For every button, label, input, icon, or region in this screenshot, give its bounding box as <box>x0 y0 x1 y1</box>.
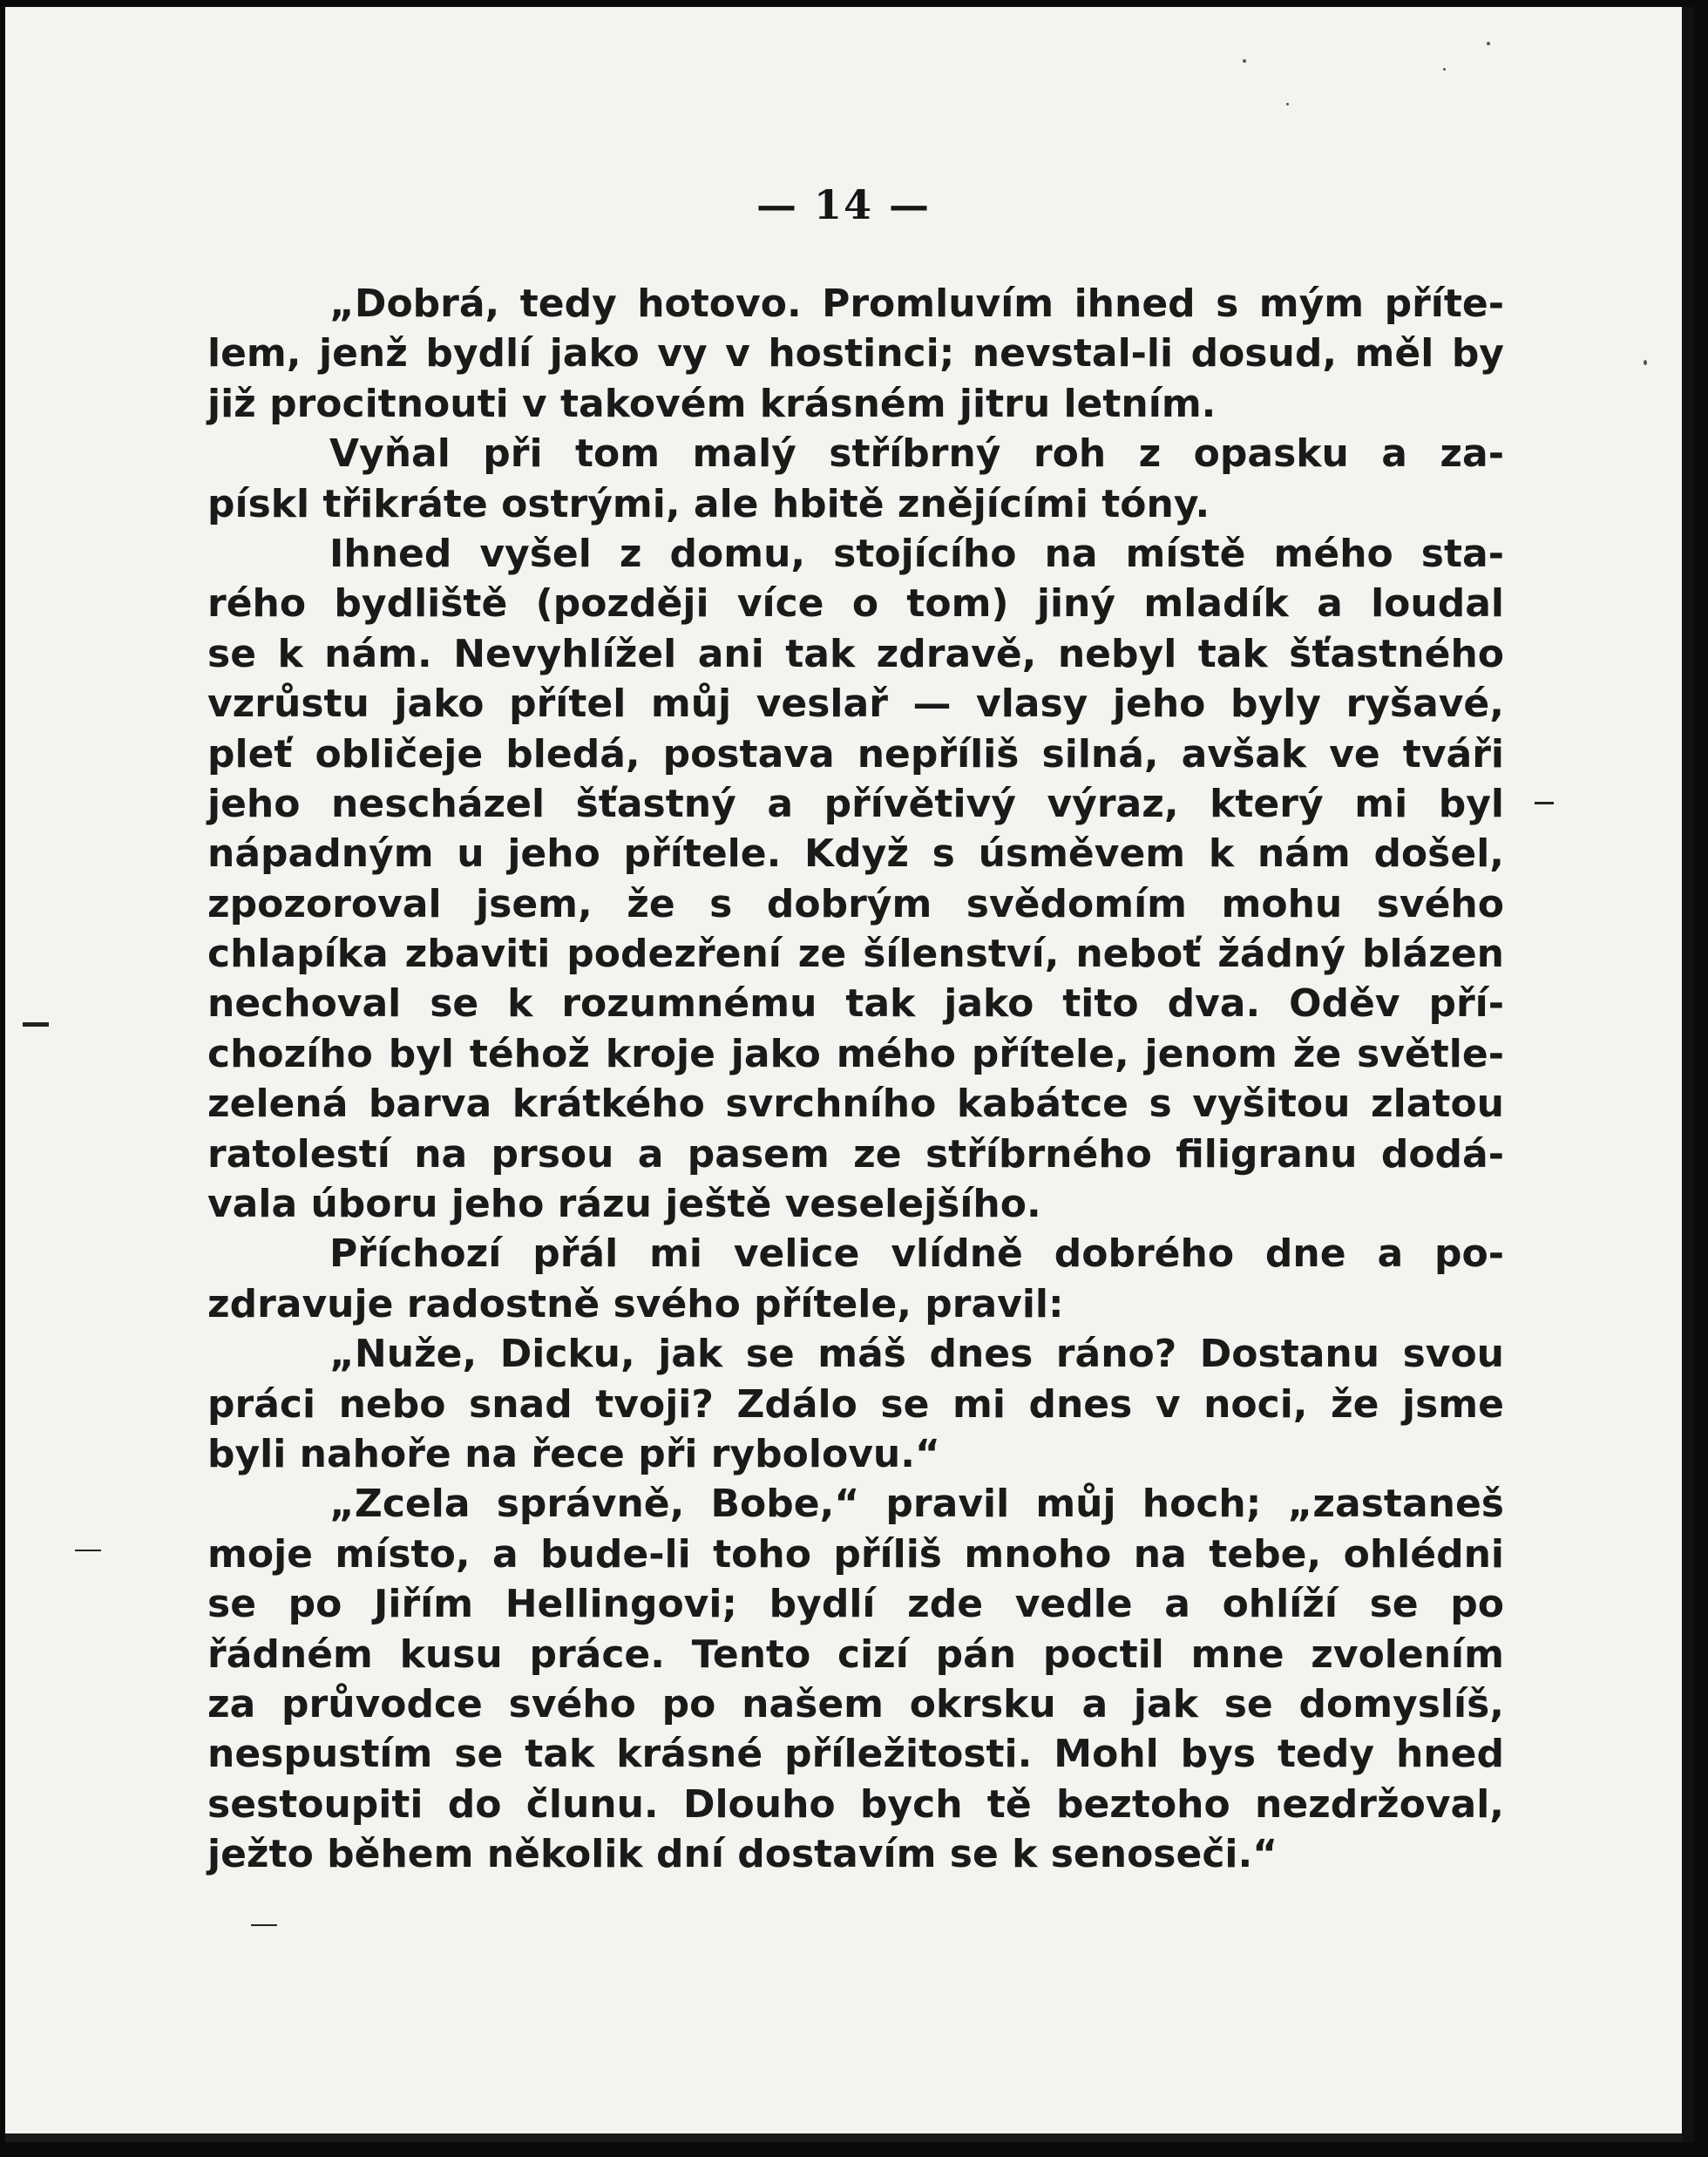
page-number: — 14 — <box>756 181 932 228</box>
scan-speck <box>1487 42 1490 45</box>
text-line: „Dobrá, tedy hotovo. Promluvím ihned s mým příte- <box>329 281 1504 326</box>
body-text <box>207 279 1504 1880</box>
text-line: již procitnouti v takovém krásném jitru letním. <box>207 381 1217 426</box>
margin-mark <box>1535 802 1554 804</box>
text-line: se po Jiřím Hellingovi; bydlí zde vedle a ohlíží se po <box>207 1582 1504 1627</box>
text-line: ratolestí na prsou a pasem ze stříbrného filigranu dodá- <box>207 1131 1504 1177</box>
scan-speck <box>1644 360 1647 365</box>
scan-speck <box>1243 59 1246 63</box>
scan-speck <box>1286 103 1289 105</box>
text-line: nechoval se k rozumnému tak jako tito dva. Oděv pří- <box>207 981 1504 1027</box>
margin-mark <box>23 1022 49 1027</box>
text-line: chozího byl téhož kroje jako mého přítele, jenom že světle- <box>207 1031 1504 1076</box>
text-line: zdravuje radostně svého přítele, pravil: <box>207 1281 1064 1326</box>
text-line: „Nuže, Dicku, jak se máš dnes ráno? Dostanu svou <box>329 1332 1504 1377</box>
text-line: zpozoroval jsem, že s dobrým svědomím mohu svého <box>207 881 1504 926</box>
text-line: nespustím se tak krásné příležitosti. Mohl bys tedy hned <box>207 1732 1504 1777</box>
text-line: jeho nescházel šťastný a přívětivý výraz, který mi byl <box>207 781 1504 826</box>
text-line: se k nám. Nevyhlížel ani tak zdravě, nebyl tak šťastného <box>207 631 1504 676</box>
text-line: vzrůstu jako přítel můj veslař — vlasy jeho byly ryšavé, <box>207 682 1504 727</box>
text-line: zelená barva krátkého svrchního kabátce s vyšitou zlatou <box>207 1082 1504 1127</box>
text-line: moje místo, a bude-li toho příliš mnoho na tebe, ohlédni <box>207 1531 1504 1577</box>
text-line: Ihned vyšel z domu, stojícího na místě mého sta- <box>329 531 1504 576</box>
text-line: byli nahoře na řece při rybolovu.“ <box>207 1431 940 1476</box>
text-line: vala úboru jeho rázu ještě veselejšího. <box>207 1182 1041 1227</box>
text-line: chlapíka zbaviti podezření ze šílenství, neboť žádný blázen <box>207 932 1504 977</box>
text-line: Příchozí přál mi velice vlídně dobrého dne a po- <box>329 1231 1504 1277</box>
margin-mark <box>251 1924 277 1926</box>
text-line: lem, jenž bydlí jako vy v hostinci; nevstal-li dosud, měl by <box>207 331 1504 376</box>
text-line: „Zcela správně, Bobe,“ pravil můj hoch; „zastaneš <box>329 1482 1504 1527</box>
scan-speck <box>1443 68 1446 71</box>
text-line: nápadným u jeho přítele. Když s úsměvem k nám došel, <box>207 831 1504 877</box>
page-edge-shadow <box>5 2133 1682 2142</box>
text-line: pískl třikráte ostrými, ale hbitě znějícími tóny. <box>207 481 1210 526</box>
text-line: Vyňal při tom malý stříbrný roh z opasku a za- <box>329 431 1504 477</box>
book-page <box>5 7 1694 2142</box>
text-line: sestoupiti do člunu. Dlouho bych tě beztoho nezdržoval, <box>207 1781 1504 1827</box>
text-line: práci nebo snad tvoji? Zdálo se mi dnes v noci, že jsme <box>207 1381 1504 1427</box>
text-line: řádném kusu práce. Tento cizí pán poctil mne zvolením <box>207 1631 1504 1677</box>
text-line: za průvodce svého po našem okrsku a jak se domyslíš, <box>207 1681 1504 1726</box>
text-line: ježto během několik dní dostavím se k senoseči.“ <box>207 1832 1278 1877</box>
text-line: rého bydliště (později více o tom) jiný mladík a loudal <box>207 581 1504 627</box>
text-line: pleť obličeje bledá, postava nepříliš silná, avšak ve tváři <box>207 731 1504 777</box>
margin-mark <box>75 1550 101 1551</box>
